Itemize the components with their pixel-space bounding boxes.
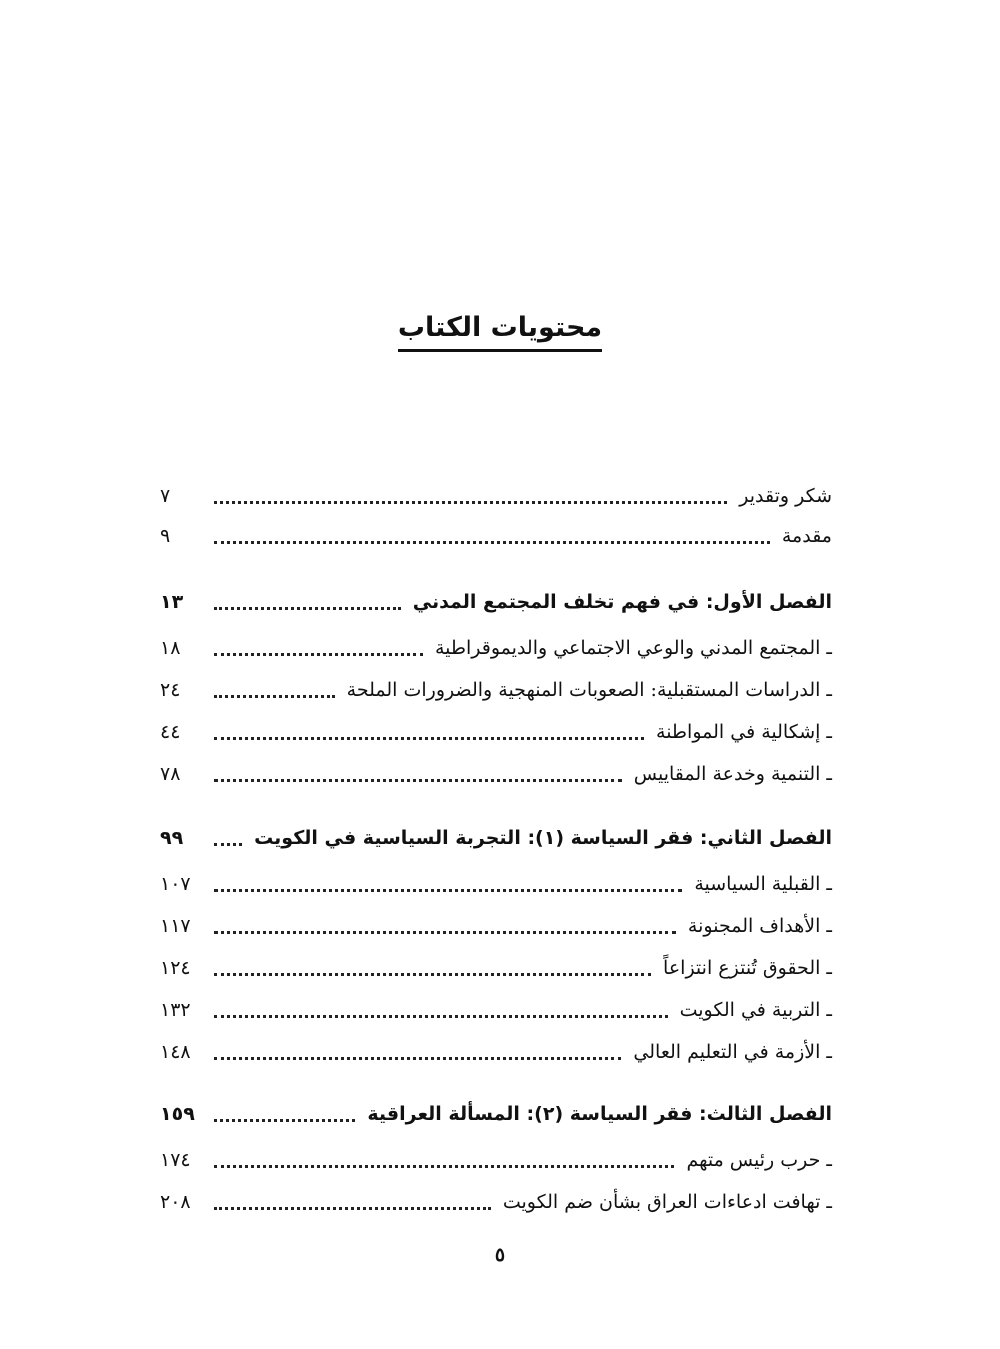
dot-leader	[214, 973, 651, 976]
toc-entry[interactable]	[160, 908, 832, 944]
toc-entry[interactable]	[160, 714, 832, 750]
toc-entry-page: ٧٨	[160, 763, 181, 785]
toc-chapter-label: الفصل الأول: في فهم تخلف المجتمع المدني	[412, 591, 832, 613]
toc-entry-page: ٢٠٨	[160, 1191, 191, 1213]
dot-leader	[214, 737, 644, 740]
toc-entry-page: ١٧٤	[160, 1149, 191, 1171]
toc-entry-label: ـ الدراسات المستقبلية: الصعوبات المنهجية والضرورات الملحة	[346, 679, 832, 701]
toc-entry-page: ١٥٩	[160, 1103, 195, 1125]
dot-leader	[214, 889, 682, 892]
dot-leader	[214, 501, 727, 504]
toc-entry-label: ـ الأهداف المجنونة	[687, 915, 832, 937]
toc-entry-label: شكر وتقدير	[739, 485, 832, 507]
toc-entry-label: ـ إشكالية في المواطنة	[656, 721, 832, 743]
toc-entry-label: ـ حرب رئيس متهم	[686, 1149, 832, 1171]
dot-leader	[214, 1119, 355, 1122]
toc-entry[interactable]	[160, 1184, 832, 1220]
toc-entry[interactable]	[160, 756, 832, 792]
toc-entry-page: ٩	[160, 525, 171, 547]
dot-leader	[214, 843, 242, 846]
toc-entry-label: ـ التربية في الكويت	[679, 999, 832, 1021]
toc-entry[interactable]	[160, 992, 832, 1028]
dot-leader	[214, 1015, 668, 1018]
toc-entry-page: ٩٩	[160, 827, 184, 849]
toc-entry-page: ١٣	[160, 591, 184, 613]
dot-leader	[214, 931, 676, 934]
toc-chapter-3[interactable]	[160, 1096, 832, 1132]
title-container	[0, 312, 1000, 352]
toc-entry-page: ١٠٧	[160, 873, 191, 895]
toc-entry-page: ٧	[160, 485, 171, 507]
toc-entry-label: ـ الحقوق تُنتزع انتزاعاً	[663, 957, 832, 979]
toc-entry[interactable]	[160, 1142, 832, 1178]
toc-entry-page: ١٤٨	[160, 1041, 191, 1063]
toc-entry-acknowledgements[interactable]	[160, 478, 832, 514]
dot-leader	[214, 1057, 621, 1060]
toc-entry-label: ـ القبلية السياسية	[694, 873, 832, 895]
toc-entry-page: ١٢٤	[160, 957, 191, 979]
toc-entry[interactable]	[160, 1034, 832, 1070]
toc-entry-page: ١٨	[160, 637, 181, 659]
toc-entry[interactable]	[160, 630, 832, 666]
toc-entry-label: ـ المجتمع المدني والوعي الاجتماعي والديموقراطية	[434, 637, 832, 659]
toc-entry[interactable]	[160, 866, 832, 902]
toc-chapter-2[interactable]	[160, 820, 832, 856]
toc-chapter-1[interactable]	[160, 584, 832, 620]
toc-chapter-label: الفصل الثالث: فقر السياسة (٢): المسألة العراقية	[367, 1103, 832, 1125]
toc-entry-label: ـ تهافت ادعاءات العراق بشأن ضم الكويت	[502, 1191, 832, 1213]
dot-leader	[214, 1165, 674, 1168]
toc-entry-introduction[interactable]	[160, 518, 832, 554]
dot-leader	[214, 695, 335, 698]
toc-entry[interactable]	[160, 950, 832, 986]
toc-entry[interactable]	[160, 672, 832, 708]
dot-leader	[214, 653, 423, 656]
page-title: محتويات الكتاب	[398, 312, 602, 352]
toc-entry-label: مقدمة	[781, 525, 832, 547]
toc-entry-page: ١١٧	[160, 915, 191, 937]
dot-leader	[214, 1207, 491, 1210]
toc-chapter-label: الفصل الثاني: فقر السياسة (١): التجربة السياسية في الكويت	[254, 827, 832, 849]
toc-entry-label: ـ التنمية وخدعة المقاييس	[633, 763, 832, 785]
dot-leader	[214, 607, 401, 610]
dot-leader	[214, 541, 770, 544]
dot-leader	[214, 779, 622, 782]
page-number: ٥	[494, 1244, 506, 1266]
toc-entry-label: ـ الأزمة في التعليم العالي	[633, 1041, 832, 1063]
toc-entry-page: ١٣٢	[160, 999, 191, 1021]
toc-entry-page: ٤٤	[160, 721, 181, 743]
toc-entry-page: ٢٤	[160, 679, 181, 701]
